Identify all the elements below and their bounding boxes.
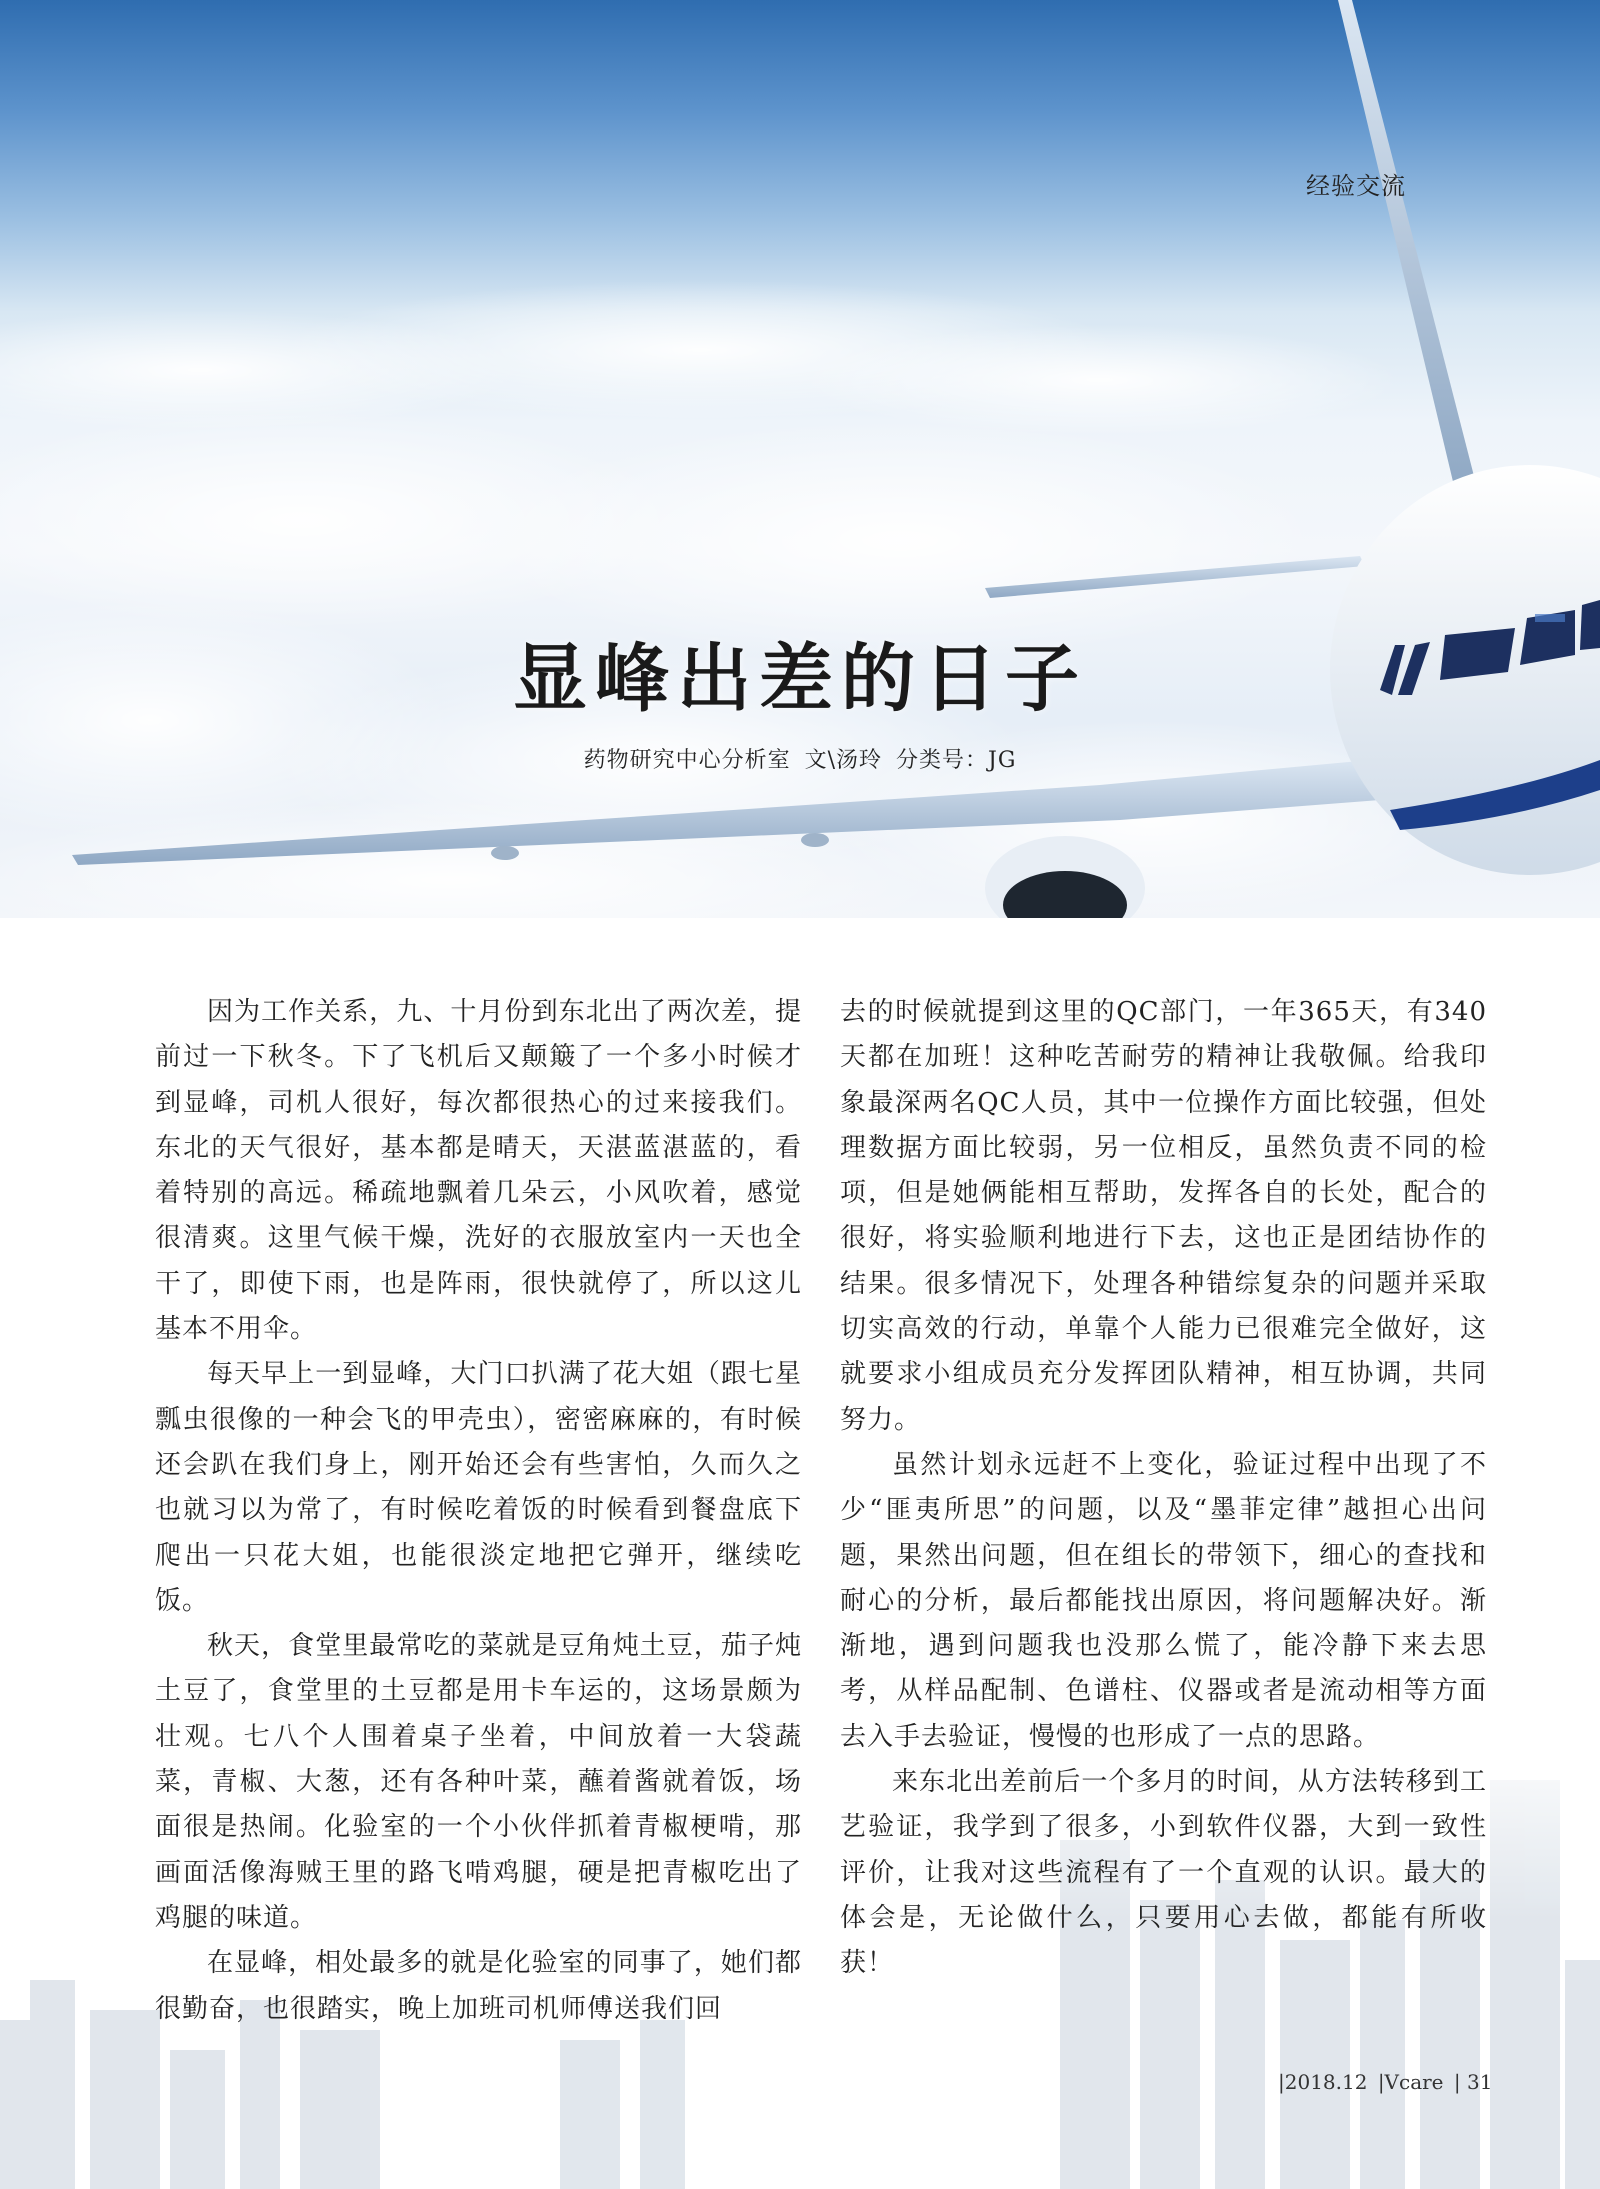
paragraph: 来东北出差前后一个多月的时间，从方法转移到工艺验证，我学到了很多，小到软件仪器，大到一致性评价，让我对这些流程有了一个直观的认识。最大的体会是，无论做什么，只要用心去做，都能有所收获！ [840, 1767, 1487, 1979]
paragraph: 每天早上一到显峰，大门口扒满了花大姐（跟七星瓢虫很像的一种会飞的甲壳虫），密密麻麻的，有时候还会趴在我们身上，刚开始还会有些害怕，久而久之也就习以为常了，有时候吃着饭的时候看到餐盘底下爬出一只花大姐，也能很淡定地把它弹开，继续吃饭。 [155, 1359, 802, 1616]
paragraph: 在显峰，相处最多的就是化验室的同事了，她们都很勤奋，也很踏实，晚上加班司机师傅送我们回 [155, 1948, 802, 2024]
article-right-column [840, 990, 1487, 1987]
byline-department: 药物研究中心分析室 [583, 748, 791, 773]
footer-magazine: |Vcare [1377, 2070, 1444, 2094]
airplane-cloud-illustration [0, 0, 1600, 918]
footer-issue: |2018.12 [1278, 2070, 1368, 2094]
paragraph: 虽然计划永远赶不上变化，验证过程中出现了不少“匪夷所思”的问题，以及“墨菲定律”越担心出问题，果然出问题，但在组长的带领下，细心的查找和耐心的分析，最后都能找出原因，将问题解决好。渐渐地，遇到问题我也没那么慌了，能冷静下来去思考，从样品配制、色谱柱、仪器或者是流动相等方面去入手去验证，慢慢的也形成了一点的思路。 [840, 1449, 1487, 1752]
byline-category: 分类号：JG [896, 748, 1017, 773]
footer-page-number: | 31 [1453, 2070, 1493, 2094]
page-footer [1276, 2070, 1494, 2094]
paragraph-continued: 去的时候就提到这里的QC部门，一年365天，有340天都在加班！这种吃苦耐劳的精神让我敬佩。给我印象最深两名QC人员，其中一位操作方面比较强，但处理数据方面比较弱，另一位相反，虽然负责不同的检项，但是她俩能相互帮助，发挥各自的长处，配合的很好，将实验顺利地进行下去，这也正是团结协作的结果。很多情况下，处理各种错综复杂的问题并采取切实高效的行动，单靠个人能力已很难完全做好，这就要求小组成员充分发挥团队精神，相互协调，共同努力。 [840, 997, 1487, 1435]
paragraph: 秋天，食堂里最常吃的菜就是豆角炖土豆，茄子炖土豆了，食堂里的土豆都是用卡车运的，这场景颇为壮观。七八个人围着桌子坐着，中间放着一大袋蔬菜，青椒、大葱，还有各种叶菜，蘸着酱就着饭，场面很是热闹。化验室的一个小伙伴抓着青椒梗啃，那画面活像海贼王里的路飞啃鸡腿，硬是把青椒吃出了鸡腿的味道。 [155, 1631, 802, 1933]
section-tag: 经验交流 [1306, 172, 1406, 200]
tail-fin-shape [1338, 0, 1475, 490]
hero-banner [0, 0, 1600, 918]
article-left-column [155, 990, 802, 2032]
byline-author: 文\汤玲 [804, 748, 883, 773]
byline [0, 743, 1600, 774]
paragraph: 因为工作关系，九、十月份到东北出了两次差，提前过一下秋冬。下了飞机后又颠簸了一个多小时候才到显峰，司机人很好，每次都很热心的过来接我们。东北的天气很好，基本都是晴天，天湛蓝湛蓝的，看着特别的高远。稀疏地飘着几朵云，小风吹着，感觉很清爽。这里气候干燥，洗好的衣服放室内一天也全干了，即使下雨，也是阵雨，很快就停了，所以这儿基本不用伞。 [155, 997, 802, 1345]
article-title: 显峰出差的日子 [513, 636, 1087, 722]
